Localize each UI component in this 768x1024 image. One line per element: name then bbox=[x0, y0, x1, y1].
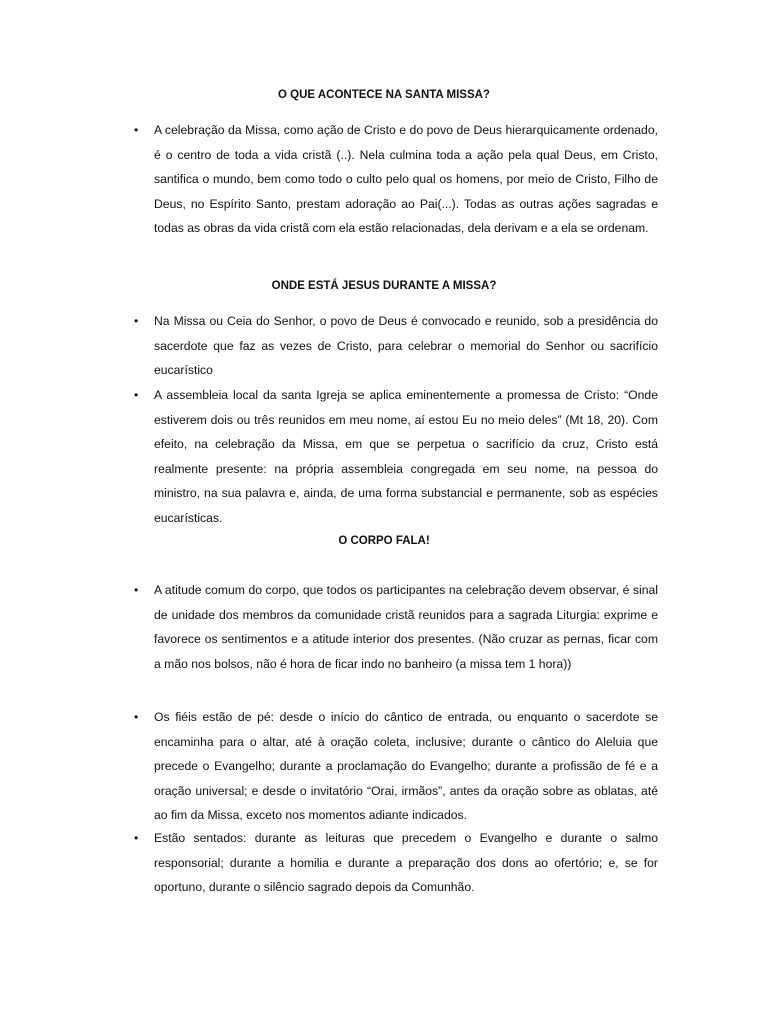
section-heading-corpo-fala: O CORPO FALA! bbox=[338, 535, 430, 547]
bullet-icon: • bbox=[134, 583, 139, 597]
paragraph-text: A celebração da Missa, como ação de Cristo e do povo de Deus hierarquicamente ordenado, é o centro de toda a vida cristã (..). Nela culmina toda a ação pela qual Deus, em Cristo, santifica o mundo, bem como todo o culto pelo qual os homens, por meio de Cristo, Filho de Deus, no Espírito Santo, prestam adoração ao Pai(...). Todas as outras ações sagradas e todas as obras da vida cristã com ela estão relacionadas, dela derivam e a ela se ordenam. bbox=[154, 123, 658, 235]
bullet-icon: • bbox=[134, 123, 139, 137]
list-item bbox=[134, 826, 658, 900]
paragraph-text: Os fiéis estão de pé: desde o início do cântico de entrada, ou enquanto o sacerdote se encaminha para o altar, até à oração coleta, inclusive; durante o cântico do Aleluia que precede o Evangelho; durante a proclamação do Evangelho; durante a profissão de fé e a oração universal; e desde o invitatório “Orai, irmãos”, antes da oração sobre as oblatas, até ao fim da Missa, exceto nos momentos adiante indicados. bbox=[154, 710, 658, 822]
bullet-icon: • bbox=[134, 710, 139, 724]
bullet-icon: • bbox=[134, 314, 139, 328]
paragraph-text: Estão sentados: durante as leituras que precedem o Evangelho e durante o salmo responsorial; durante a homilia e durante a preparação dos dons ao ofertório; e, se for oportuno, durante o silêncio sagrado depois da Comunhão. bbox=[154, 831, 658, 894]
bullet-icon: • bbox=[134, 388, 139, 402]
paragraph-text: Na Missa ou Ceia do Senhor, o povo de Deus é convocado e reunido, sob a presidência do sacerdote que faz as vezes de Cristo, para celebrar o memorial do Senhor ou sacrifício eucarístico bbox=[154, 314, 658, 377]
list-item bbox=[134, 578, 658, 676]
section-heading-onde-esta-jesus: ONDE ESTÁ JESUS DURANTE A MISSA? bbox=[271, 280, 497, 292]
list-item bbox=[134, 705, 658, 828]
list-item bbox=[134, 309, 658, 383]
paragraph-text: A assembleia local da santa Igreja se aplica eminentemente a promessa de Cristo: “Onde estiverem dois ou três reunidos em meu nome, aí estou Eu no meio deles” (Mt 18, 20). Com efeito, na celebração da Missa, em que se perpetua o sacrifício da cruz, Cristo está realmente presente: na própria assembleia congregada em seu nome, na pessoa do ministro, na sua palavra e, ainda, de uma forma substancial e permanente, sob as espécies eucarísticas. bbox=[154, 388, 658, 525]
paragraph-text: A atitude comum do corpo, que todos os participantes na celebração devem observar, é sinal de unidade dos membros da comunidade cristã reunidos para a sagrada Liturgia: exprime e favorece os sentimentos e a atitude interior dos presentes. (Não cruzar as pernas, ficar com a mão nos bolsos, não é hora de ficar indo no banheiro (a missa tem 1 hora)) bbox=[154, 583, 658, 671]
section-heading-santa-missa: O QUE ACONTECE NA SANTA MISSA? bbox=[278, 89, 490, 101]
list-item bbox=[134, 383, 658, 530]
list-item bbox=[134, 118, 658, 241]
bullet-icon: • bbox=[134, 831, 139, 845]
